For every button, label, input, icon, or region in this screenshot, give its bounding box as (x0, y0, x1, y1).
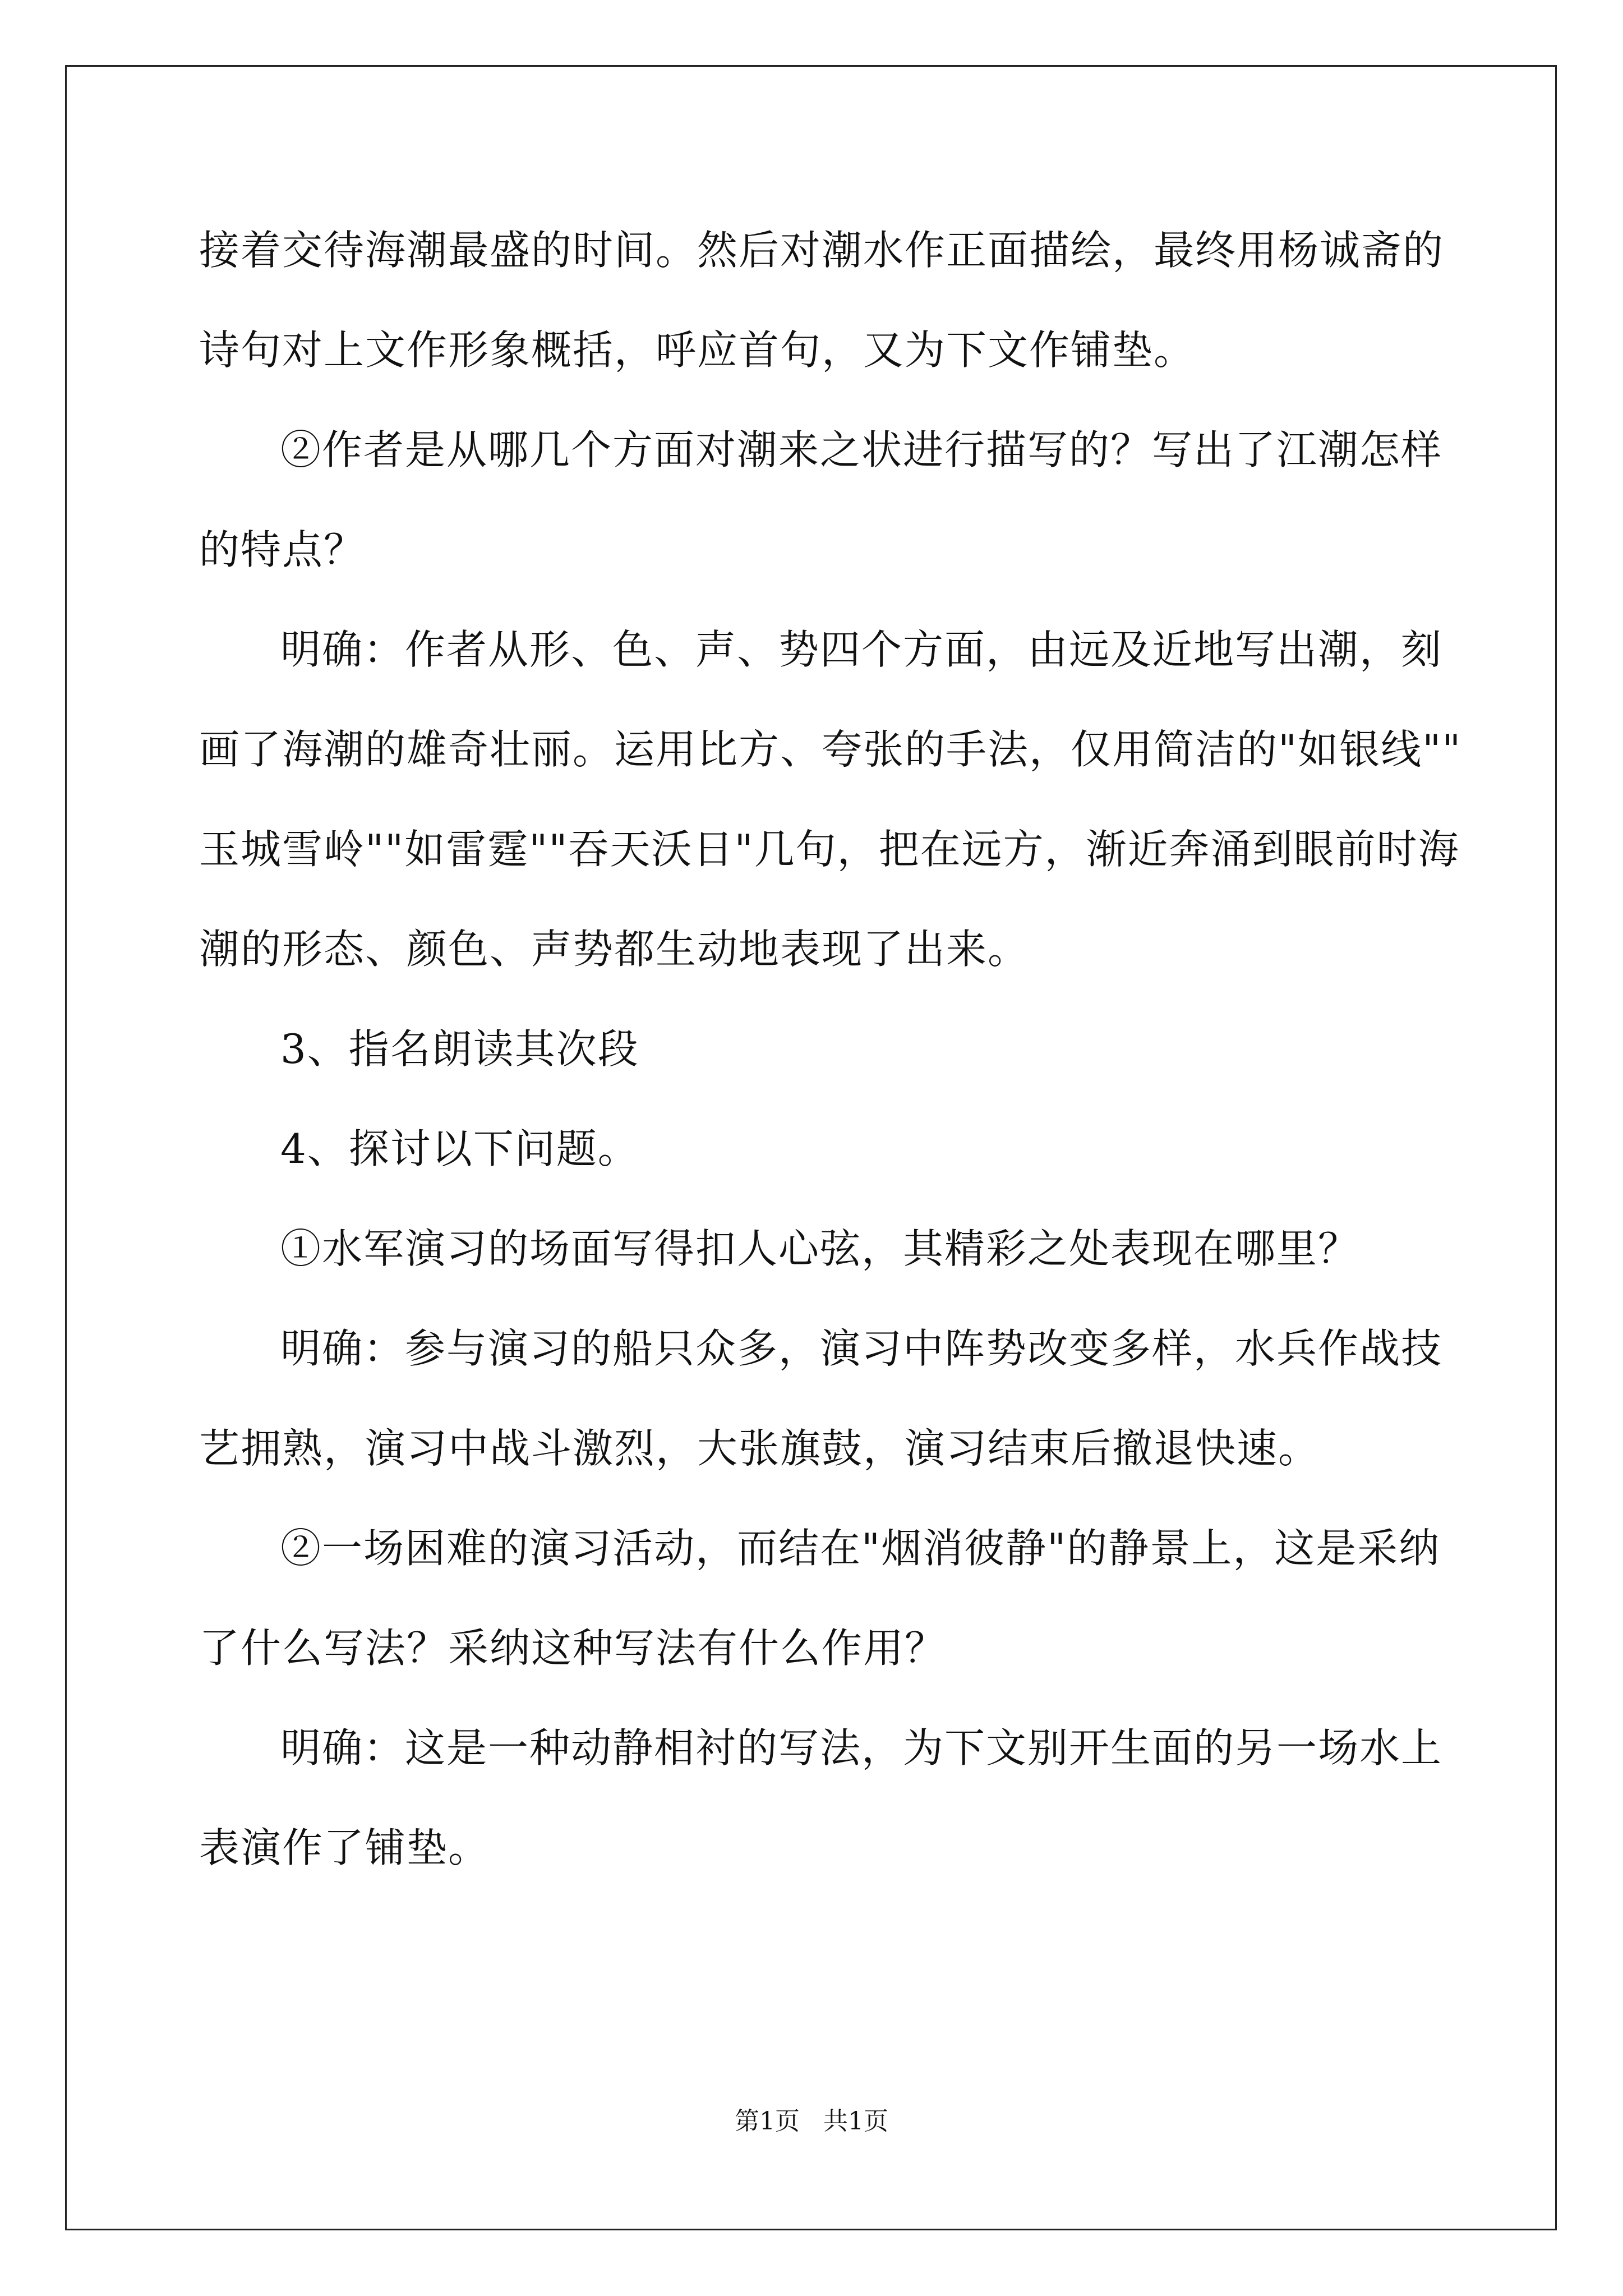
text-line: 的特点？ (199, 526, 366, 573)
text-line: 明确：这是一种动静相衬的写法，为下文别开生面的另一场水上 (280, 1724, 1443, 1772)
text-line: ①水军演习的场面写得扣人心弦，其精彩之处表现在哪里？ (280, 1225, 1360, 1272)
text-line: 画了海潮的雄奇壮丽。运用比方、夸张的手法，仅用简洁的"如银线"" (199, 726, 1462, 773)
text-line: 3、指名朗读其次段 (280, 1025, 639, 1073)
text-line: 表演作了铺垫。 (199, 1824, 490, 1871)
text-line: 4、探讨以下问题。 (280, 1125, 639, 1172)
text-line: 明确：参与演习的船只众多，演习中阵势改变多样，水兵作战技 (280, 1325, 1443, 1372)
page-footer: 第1页 共1页 (735, 2107, 888, 2136)
text-line: 明确：作者从形、色、声、势四个方面，由远及近地写出潮，刻 (280, 626, 1443, 673)
text-line: 艺拥熟，演习中战斗激烈，大张旗鼓，演习结束后撤退快速。 (199, 1425, 1320, 1472)
text-line: 玉城雪岭""如雷霆""吞天沃日"几句，把在远方，渐近奔涌到眼前时海 (199, 826, 1460, 873)
text-line: 接着交待海潮最盛的时间。然后对潮水作正面描绘，最终用杨诚斋的 (199, 227, 1445, 274)
text-line: ②作者是从哪几个方面对潮来之状进行描写的？写出了江潮怎样 (280, 426, 1443, 473)
text-line: ②一场困难的演习活动，而结在"烟消彼静"的静景上，这是采纳 (280, 1525, 1441, 1572)
text-line: 了什么写法？采纳这种写法有什么作用？ (199, 1625, 947, 1672)
text-line: 诗句对上文作形象概括，呼应首句，又为下文作铺垫。 (199, 326, 1196, 374)
text-line: 潮的形态、颜色、声势都生动地表现了出来。 (199, 926, 1030, 973)
